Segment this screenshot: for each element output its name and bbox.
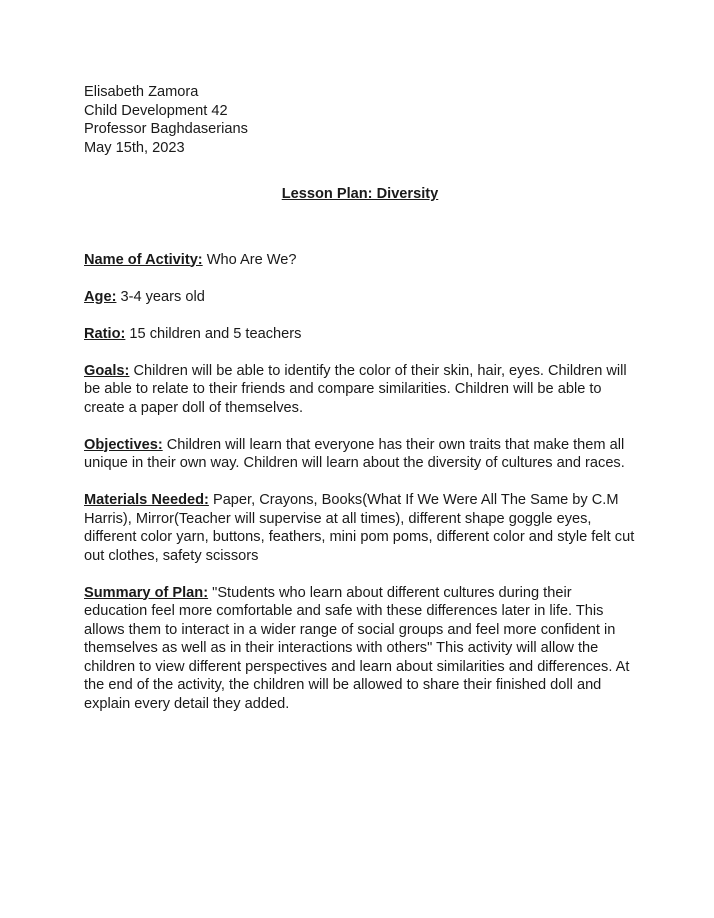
document-header	[84, 83, 636, 157]
section-objectives	[84, 436, 636, 473]
ratio-text: 15 children and 5 teachers	[125, 325, 302, 342]
document-title: Lesson Plan: Diversity	[281, 186, 439, 202]
age-label: Age:	[84, 288, 117, 305]
materials-label: Materials Needed:	[84, 492, 209, 508]
objectives-text: Children will learn that everyone has their own traits that make them all unique in their own way. Children will learn about the diversity of cultures and races.	[84, 436, 625, 471]
summary-label: Summary of Plan:	[84, 584, 209, 601]
section-goals	[84, 362, 636, 418]
document-page	[84, 83, 636, 732]
goals-label: Goals:	[84, 362, 130, 379]
section-age	[84, 288, 636, 307]
section-materials	[84, 491, 636, 565]
age-text: 3-4 years old	[116, 288, 205, 305]
section-summary	[84, 584, 636, 714]
objectives-label: Objectives:	[84, 436, 163, 453]
course-name: Child Development 42	[84, 102, 228, 119]
materials-text: Paper, Crayons, Books(What If We Were All The Same by C.M Harris), Mirror(Teacher will supervise at all times), different shape goggle eyes, different color yarn, buttons, feathers, mini pom poms, different color and style felt cut out clothes, safety scissors	[84, 492, 635, 564]
section-ratio	[84, 325, 636, 344]
goals-text: Children will be able to identify the color of their skin, hair, eyes. Children will be able to relate to their friends and compare similarities. Children will be able to create a paper doll of themselves.	[84, 362, 627, 416]
summary-text: "Students who learn about different cultures during their education feel more comfortable and safe with these differences later in life. This allows them to interact in a wider range of social groups and feel more confident in themselves as well as in their interactions with others" This activity will allow the children to view different perspectives and learn about similarities and differences. At the end of the activity, the children will be allowed to share their finished doll and explain every detail they added.	[84, 584, 630, 712]
professor-name: Professor Baghdaserians	[84, 121, 248, 137]
activity-text: Who Are We?	[202, 251, 297, 268]
activity-label: Name of Activity:	[84, 251, 203, 268]
author-name: Elisabeth Zamora	[84, 84, 199, 100]
lesson-plan-sections	[84, 251, 636, 714]
document-date: May 15th, 2023	[84, 139, 185, 156]
section-activity	[84, 251, 636, 270]
ratio-label: Ratio:	[84, 325, 126, 342]
